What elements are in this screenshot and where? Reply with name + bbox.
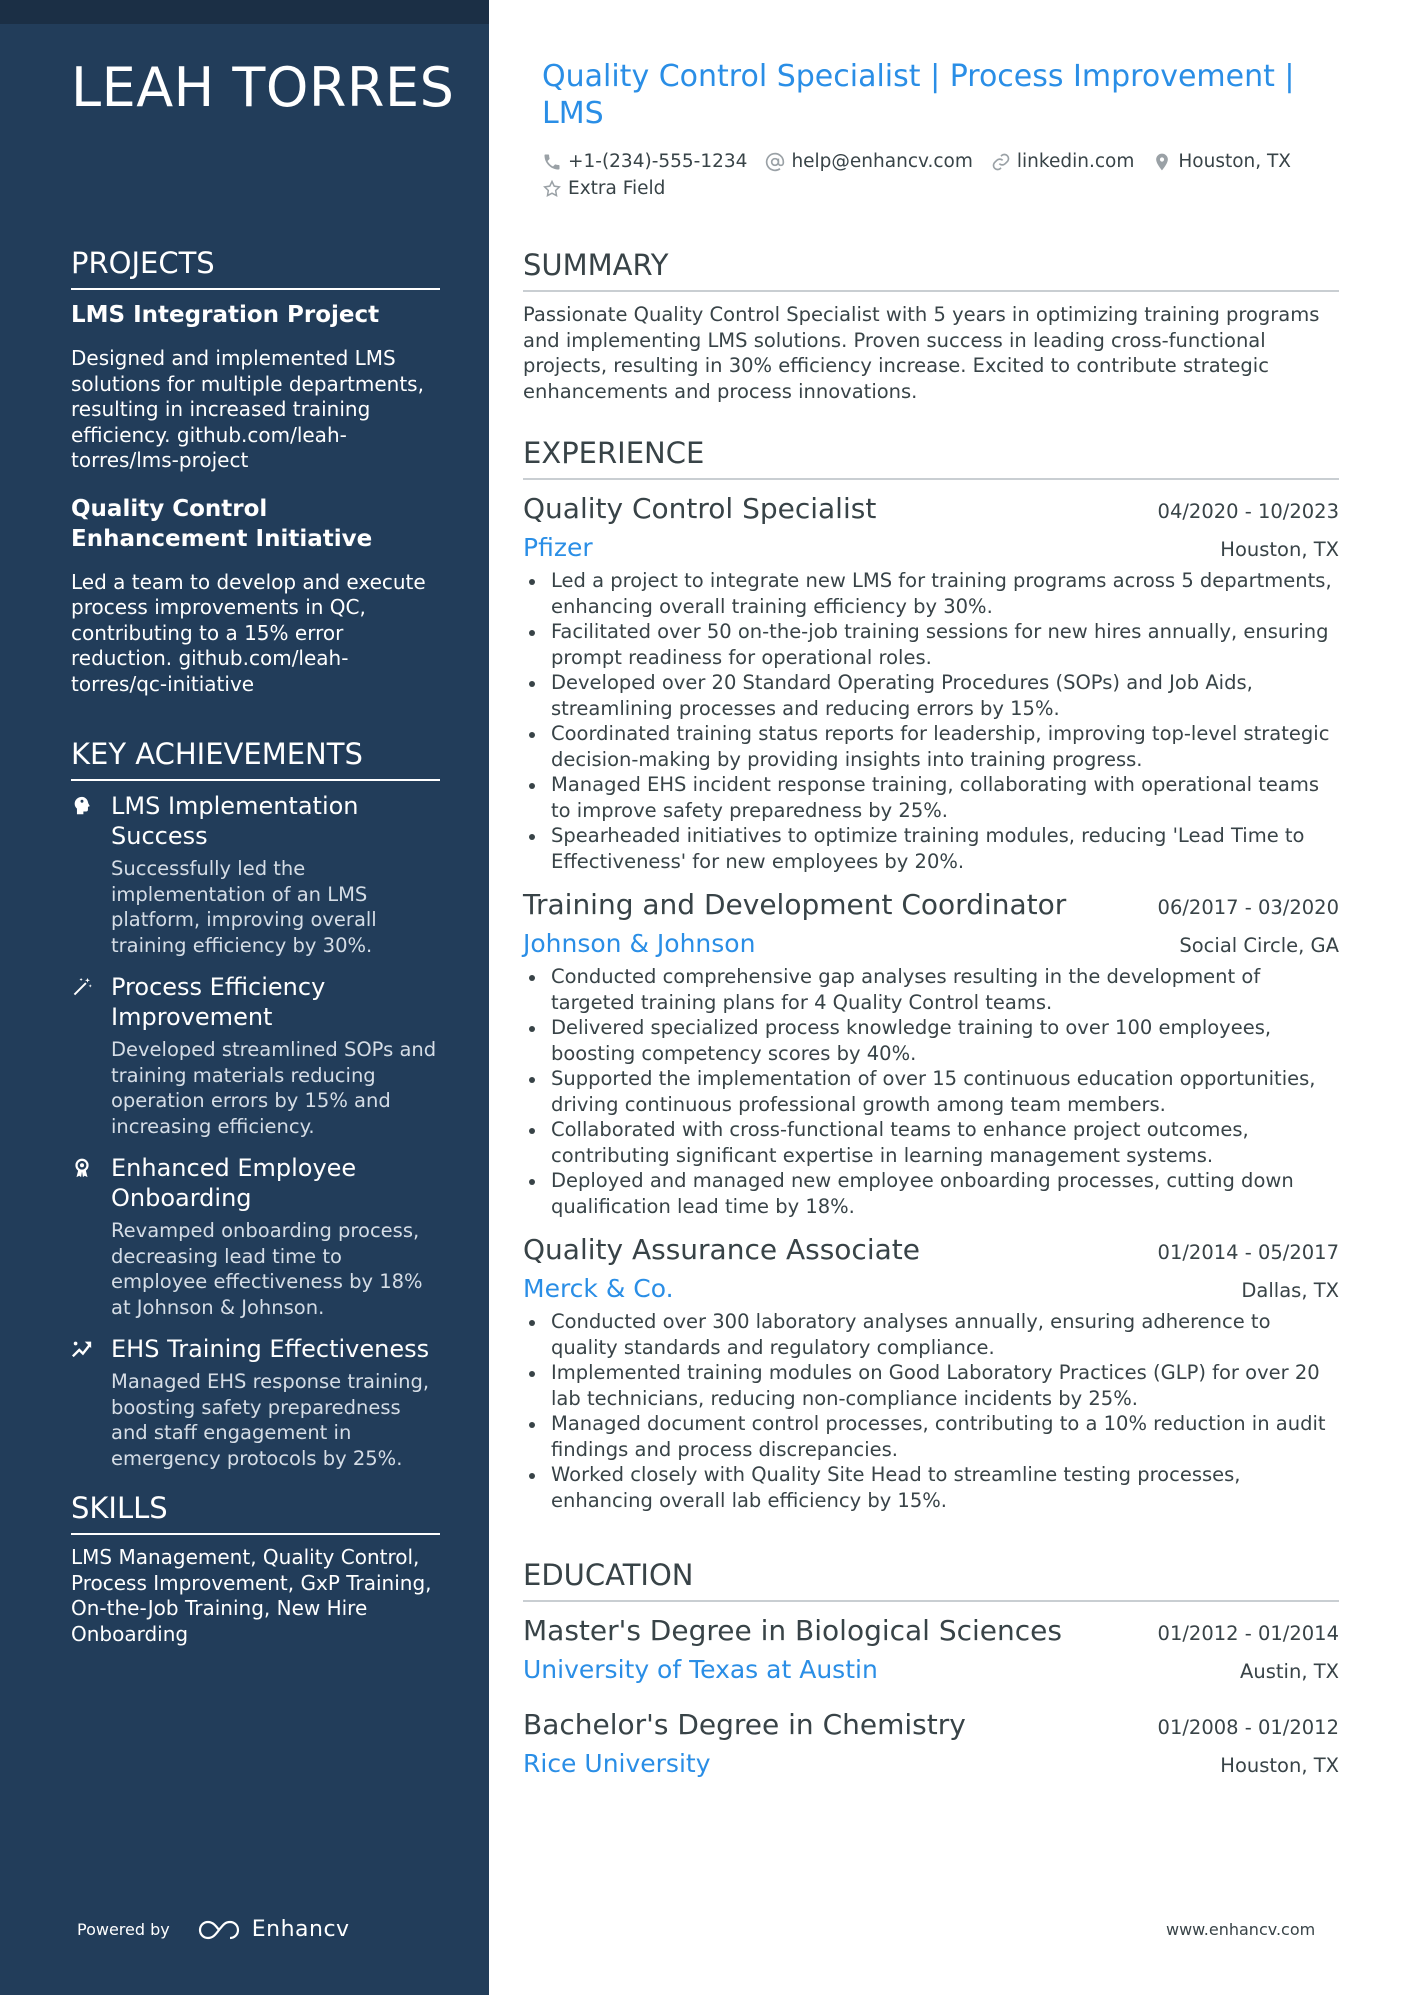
education-section — [523, 1558, 1339, 1800]
education-dates: 01/2008 - 01/2012 — [1157, 1716, 1339, 1739]
linkedin-contact[interactable] — [991, 151, 1134, 172]
job-location: Dallas, TX — [1241, 1279, 1339, 1302]
job-dates: 01/2014 - 05/2017 — [1157, 1241, 1339, 1264]
bullet-item: Collaborated with cross-functional teams to enhance project outcomes, contributing significant expertise in learning management systems. — [523, 1117, 1339, 1168]
bullet-item: Facilitated over 50 on-the-job training sessions for new hires annually, ensuring prompt readiness for operational roles. — [523, 619, 1339, 670]
extra-field-text: Extra Field — [568, 178, 666, 199]
project-description: Designed and implemented LMS solutions for multiple departments, resulting in increased training efficiency. github.com/leah-torres/lms-project — [71, 346, 424, 472]
education-entry — [523, 1612, 1339, 1690]
skills-heading: SKILLS — [71, 1491, 440, 1535]
phone-text: +1-(234)-555-1234 — [568, 151, 748, 172]
school-name: Rice University — [523, 1749, 711, 1778]
bullet-item: Implemented training modules on Good Laboratory Practices (GLP) for over 20 lab technicians, reducing non-compliance incidents by 25%. — [523, 1360, 1339, 1411]
job-dates: 06/2017 - 03/2020 — [1157, 896, 1339, 919]
headline: Quality Control Specialist | Process Improvement | LMS — [542, 59, 1295, 131]
achievement-title: Enhanced Employee Onboarding — [111, 1154, 357, 1212]
achievement-item — [71, 791, 440, 958]
job-location: Houston, TX — [1220, 538, 1339, 561]
link-icon — [991, 152, 1011, 172]
school-name: University of Texas at Austin — [523, 1655, 878, 1684]
company-name: Johnson & Johnson — [523, 929, 756, 958]
extra-field-contact — [542, 178, 665, 199]
project-description: Led a team to develop and execute process improvements in QC, contributing to a 15% error reduction. github.com/leah-torres/qc-initiative — [71, 569, 426, 696]
award-ribbon-icon — [71, 1153, 111, 1320]
powered-by-label: Powered by — [77, 1920, 170, 1939]
education-dates: 01/2012 - 01/2014 — [1157, 1622, 1339, 1645]
phone-icon — [542, 152, 562, 172]
degree-title: Master's Degree in Biological Sciences — [523, 1614, 1062, 1647]
bullet-item: Conducted comprehensive gap analyses resulting in the development of targeted training plans for 4 Quality Control teams. — [523, 964, 1339, 1015]
skills-list: LMS Management, Quality Control, Process Improvement, GxP Training, On-the-Job Training, New Hire Onboarding — [71, 1545, 432, 1646]
location-text: Houston, TX — [1178, 151, 1291, 172]
achievement-description: Successfully led the implementation of an LMS platform, improving overall training efficiency by 30%. — [111, 857, 377, 957]
bullet-item: Developed over 20 Standard Operating Procedures (SOPs) and Job Aids, streamlining processes and reducing errors by 15%. — [523, 670, 1339, 721]
bullet-item: Managed document control processes, contributing to a 10% reduction in audit findings and process discrepancies. — [523, 1411, 1339, 1462]
job-entry — [523, 490, 1339, 874]
bullet-item: Coordinated training status reports for leadership, improving top-level strategic decision-making by providing insights into training progress. — [523, 721, 1339, 772]
bullet-item: Worked closely with Quality Site Head to streamline testing processes, enhancing overall lab efficiency by 15%. — [523, 1462, 1339, 1513]
bullet-item: Delivered specialized process knowledge training to over 100 employees, boosting competency scores by 40%. — [523, 1015, 1339, 1066]
phone-contact[interactable] — [542, 151, 747, 172]
experience-heading: EXPERIENCE — [523, 436, 1339, 480]
job-bullets — [523, 964, 1339, 1219]
achievement-title: LMS Implementation Success — [111, 792, 359, 850]
job-title: Quality Control Specialist — [523, 492, 877, 525]
achievement-title: EHS Training Effectiveness — [111, 1335, 430, 1363]
brain-icon — [71, 791, 111, 958]
achievement-item — [71, 1334, 440, 1471]
bullet-item: Conducted over 300 laboratory analyses annually, ensuring adherence to quality standards and regulatory compliance. — [523, 1309, 1339, 1360]
powered-by — [77, 1917, 350, 1942]
sidebar-content — [71, 246, 440, 1647]
sidebar — [0, 0, 489, 1995]
experience-section — [523, 436, 1339, 1525]
summary-section — [523, 248, 1339, 404]
achievement-item — [71, 972, 440, 1139]
company-name: Pfizer — [523, 533, 593, 562]
project-item — [71, 494, 440, 698]
bullet-item: Managed EHS incident response training, collaborating with operational teams to improve safety preparedness by 25%. — [523, 772, 1339, 823]
school-location: Houston, TX — [1220, 1754, 1339, 1777]
at-sign-icon — [765, 152, 785, 172]
contact-info — [542, 148, 1332, 202]
bullet-item: Led a project to integrate new LMS for training programs across 5 departments, enhancing overall training efficiency by 30%. — [523, 568, 1339, 619]
bullet-item: Deployed and managed new employee onboarding processes, cutting down qualification lead time by 18%. — [523, 1168, 1339, 1219]
school-location: Austin, TX — [1240, 1660, 1339, 1683]
company-name: Merck & Co. — [523, 1274, 674, 1303]
candidate-name: LEAH TORRES — [71, 56, 455, 119]
achievement-title: Process Efficiency Improvement — [111, 973, 326, 1031]
job-title: Quality Assurance Associate — [523, 1233, 920, 1266]
job-location: Social Circle, GA — [1179, 934, 1339, 957]
summary-heading: SUMMARY — [523, 248, 1339, 292]
projects-heading: PROJECTS — [71, 246, 440, 290]
achievement-item — [71, 1153, 440, 1320]
job-dates: 04/2020 - 10/2023 — [1157, 500, 1339, 523]
degree-title: Bachelor's Degree in Chemistry — [523, 1708, 966, 1741]
summary-text: Passionate Quality Control Specialist with 5 years in optimizing training programs and implementing LMS solutions. Proven success in leading cross-functional projects, resulting in 30% efficiency increase. Excited to contribute strategic enhancements and process innovations. — [523, 303, 1320, 403]
enhancv-logo[interactable] — [196, 1917, 350, 1942]
project-title: LMS Integration Project — [71, 302, 380, 328]
bullet-item: Supported the implementation of over 15 continuous education opportunities, driving continuous professional growth among team members. — [523, 1066, 1339, 1117]
achievement-description: Managed EHS response training, boosting safety preparedness and staff engagement in emergency protocols by 25%. — [111, 1370, 430, 1470]
footer-website-link[interactable]: www.enhancv.com — [1166, 1920, 1316, 1939]
project-title: Quality Control Enhancement Initiative — [71, 495, 373, 552]
enhancv-wordmark: Enhancv — [251, 1917, 350, 1942]
sidebar-top-bar — [0, 0, 489, 24]
location-pin-icon — [1152, 152, 1172, 172]
star-icon — [542, 179, 562, 199]
achievement-description: Developed streamlined SOPs and training materials reducing operation errors by 15% and increasing efficiency. — [111, 1038, 437, 1138]
achievement-description: Revamped onboarding process, decreasing lead time to employee effectiveness by 18% at Johnson & Johnson. — [111, 1219, 423, 1319]
education-entry — [523, 1706, 1339, 1784]
job-entry — [523, 886, 1339, 1219]
job-bullets — [523, 568, 1339, 874]
job-entry — [523, 1231, 1339, 1513]
infinity-icon — [196, 1918, 242, 1942]
bullet-item: Spearheaded initiatives to optimize training modules, reducing 'Lead Time to Effectiveness' for new employees by 20%. — [523, 823, 1339, 874]
location-contact — [1152, 151, 1291, 172]
email-contact[interactable] — [765, 151, 972, 172]
achievements-heading: KEY ACHIEVEMENTS — [71, 737, 440, 781]
email-text: help@enhancv.com — [791, 151, 973, 172]
education-heading: EDUCATION — [523, 1558, 1339, 1602]
project-item — [71, 300, 440, 474]
job-bullets — [523, 1309, 1339, 1513]
linkedin-text: linkedin.com — [1016, 151, 1135, 172]
growth-arrow-icon — [71, 1334, 111, 1471]
magic-wand-icon — [71, 972, 111, 1139]
job-title: Training and Development Coordinator — [523, 888, 1067, 921]
